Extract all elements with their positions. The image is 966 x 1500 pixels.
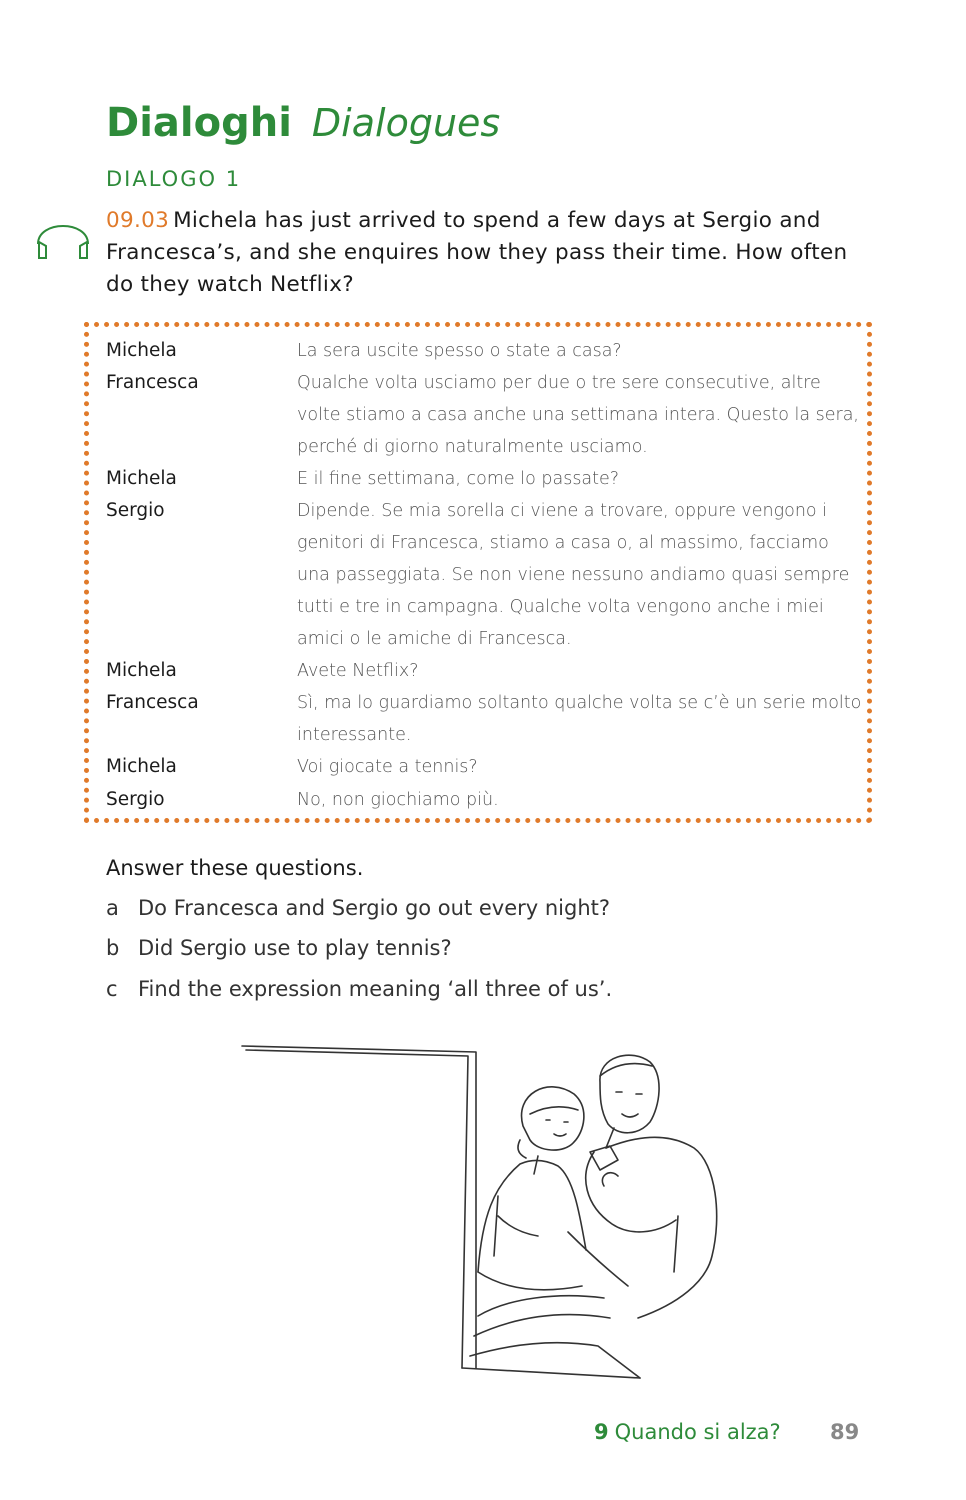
dialogue-label: DIALOGO 1 xyxy=(106,167,242,191)
chapter-title: Quando si alza? xyxy=(614,1420,781,1444)
utterance-text: No, non giochiamo più. xyxy=(297,790,499,810)
utterance-text: Voi giocate a tennis? xyxy=(297,757,478,777)
utterance-text: Avete Netflix? xyxy=(297,661,419,681)
speaker-name: Michela xyxy=(106,468,177,489)
dialogue-intro xyxy=(106,205,866,301)
question-letter: b xyxy=(106,936,120,960)
chapter-number: 9 xyxy=(594,1420,609,1444)
question-letter: a xyxy=(106,896,119,920)
utterance-text: Dipende. Se mia sorella ci viene a trovare, oppure vengono i genitori di Francesca, stiamo a casa o, al massimo, facciamo una passeggiata. Se non viene nessuno andiamo quasi sempre tutti e tre in campagna. Qualche volta vengono anche i miei amici o le amiche di Francesca. xyxy=(297,501,850,650)
questions-title: Answer these questions. xyxy=(106,856,364,880)
speaker-name: Sergio xyxy=(106,500,165,521)
question-item xyxy=(106,977,612,1001)
utterance-text: Sì, ma lo guardiamo soltanto qualche volta se c’è un serie molto interessante. xyxy=(297,693,862,746)
speaker-name: Sergio xyxy=(106,789,165,810)
utterance-text: La sera uscite spesso o state a casa? xyxy=(297,341,622,361)
question-item xyxy=(106,896,610,920)
headphones-icon[interactable] xyxy=(32,206,94,264)
speaker-name: Michela xyxy=(106,756,177,777)
speaker-name: Michela xyxy=(106,340,177,361)
heading-italian: Dialoghi xyxy=(106,100,292,146)
track-number: 09.03 xyxy=(106,208,170,233)
speaker-name: Michela xyxy=(106,660,177,681)
couple-watching-tv-illustration xyxy=(238,1036,728,1386)
question-text: Find the expression meaning ‘all three of us’. xyxy=(138,977,613,1001)
speaker-name: Francesca xyxy=(106,372,199,393)
question-text: Do Francesca and Sergio go out every night? xyxy=(138,896,611,920)
question-letter: c xyxy=(106,977,118,1001)
utterance-text: Qualche volta usciamo per due o tre sere consecutive, altre volte stiamo a casa anche una settimana intera. Questo la sera, perché di giorno naturalmente usciamo. xyxy=(297,373,859,458)
question-text: Did Sergio use to play tennis? xyxy=(138,936,452,960)
footer-chapter xyxy=(594,1420,781,1444)
page-number: 89 xyxy=(830,1420,860,1444)
heading-english: Dialogues xyxy=(311,101,501,145)
intro-text: Michela has just arrived to spend a few days at Sergio and Francesca’s, and she enquires how they pass their time. How often do they watch Netflix? xyxy=(106,208,848,297)
question-item xyxy=(106,936,452,960)
speaker-name: Francesca xyxy=(106,692,199,713)
section-heading xyxy=(106,100,500,146)
utterance-text: E il fine settimana, come lo passate? xyxy=(297,469,620,489)
